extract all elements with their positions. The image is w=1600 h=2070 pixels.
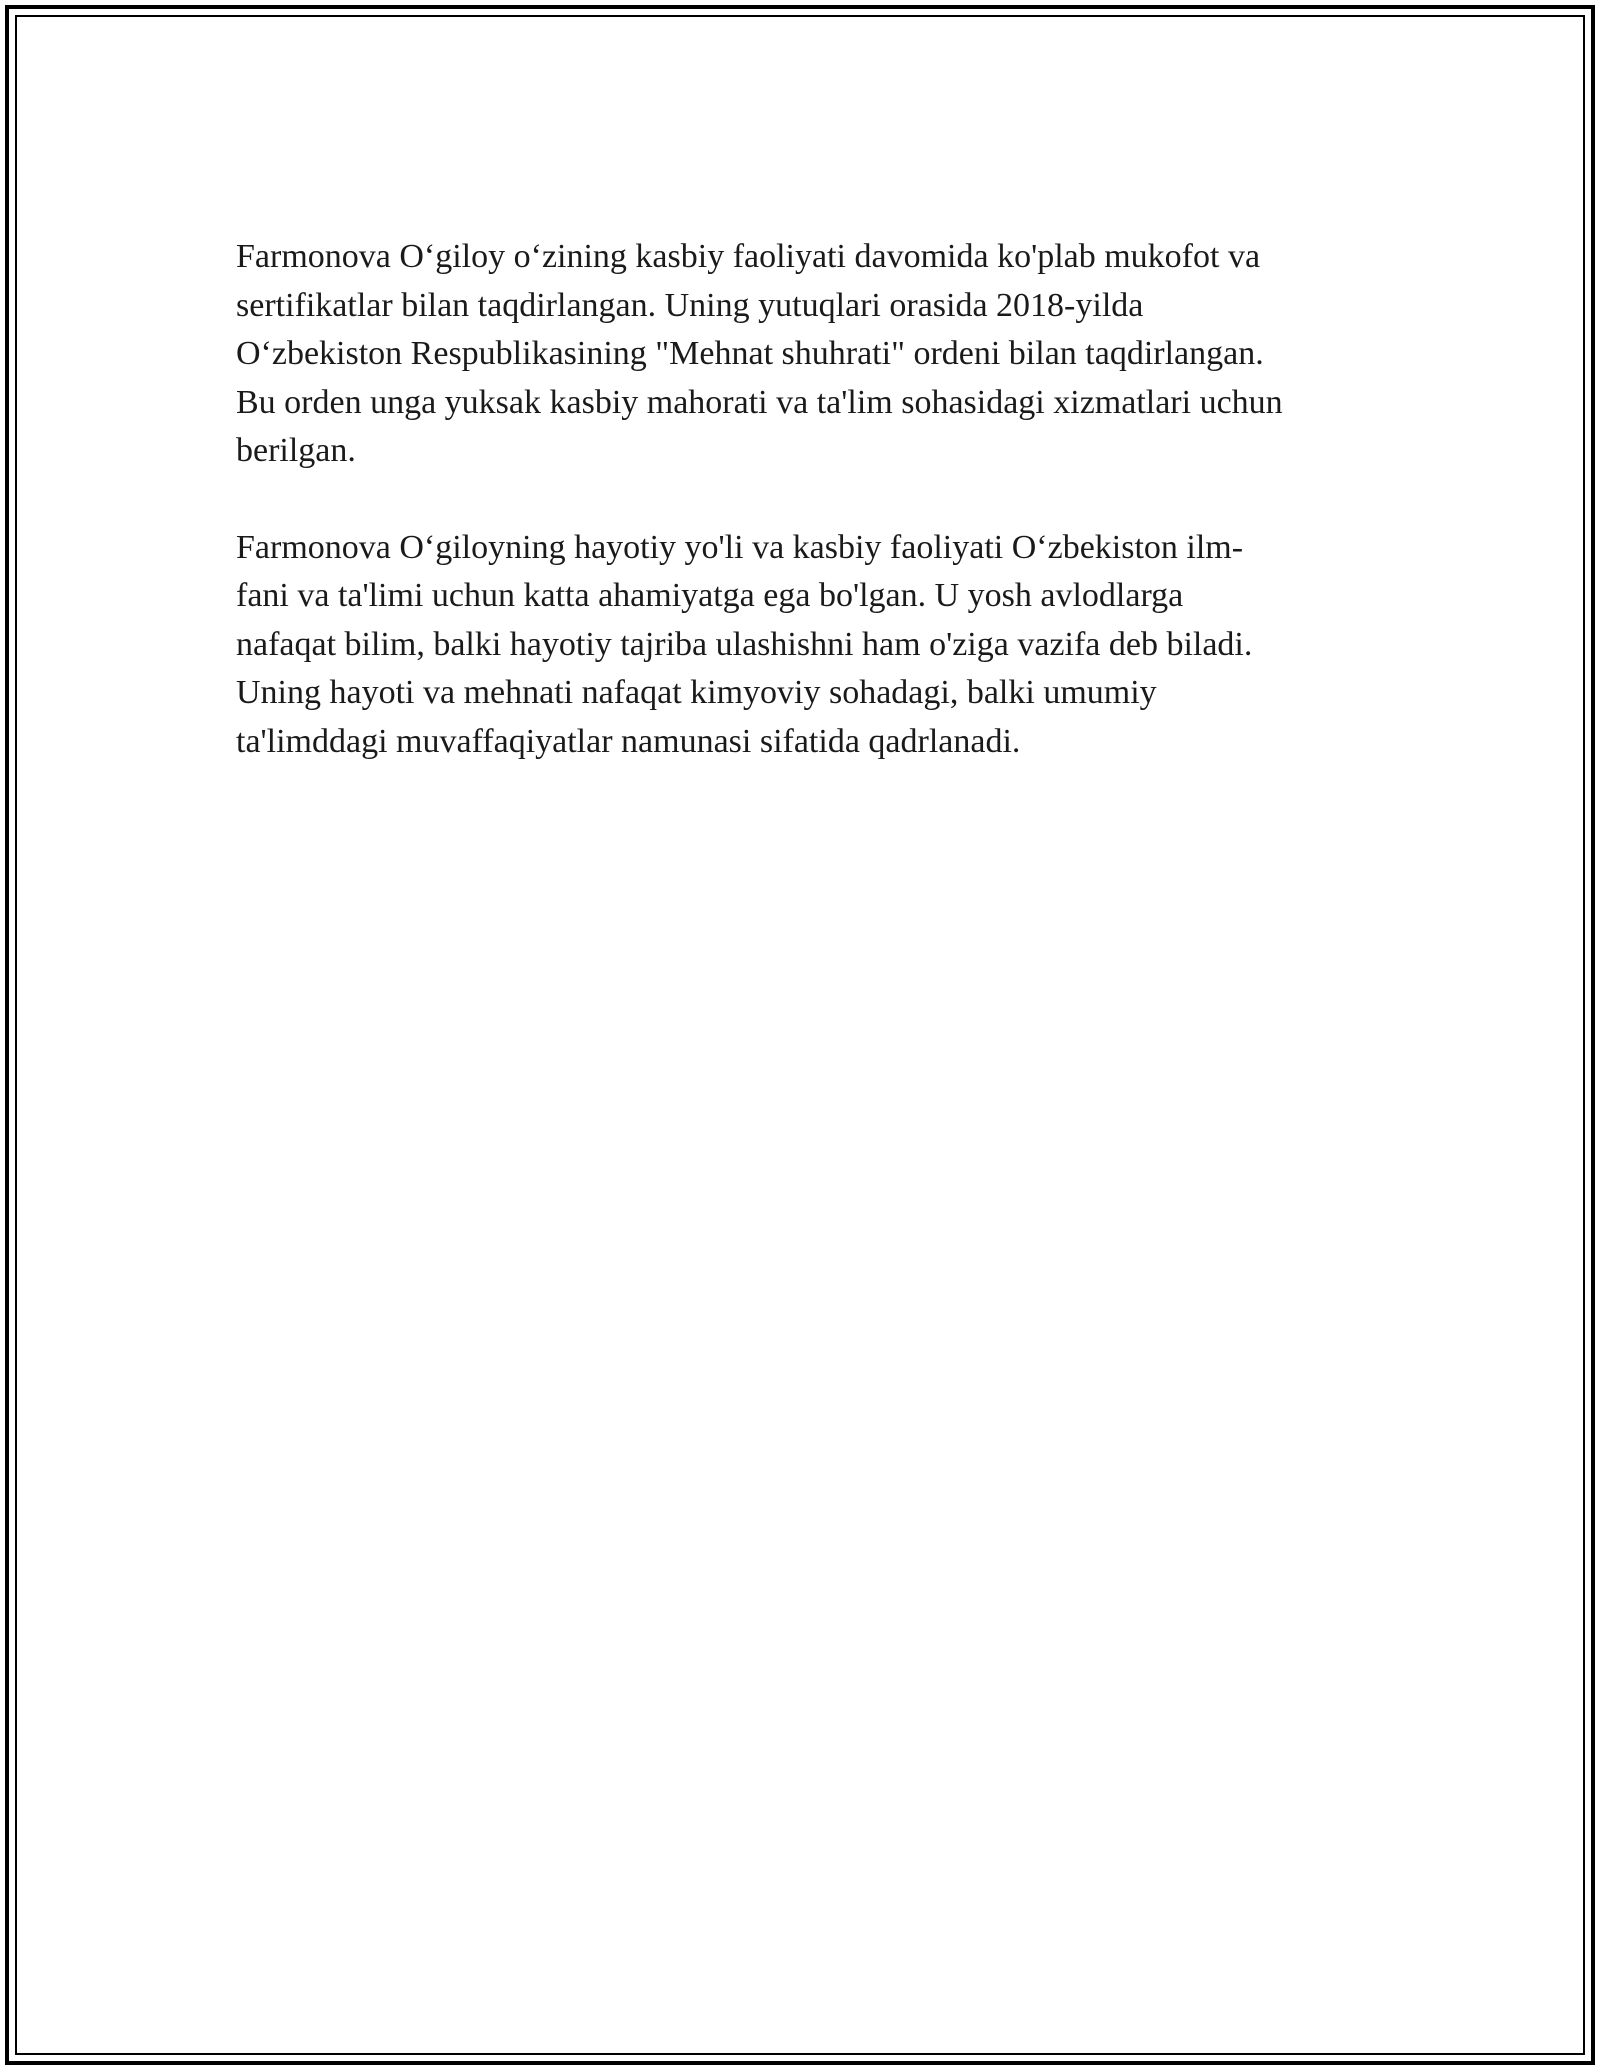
paragraph-career: Farmonova O‘giloyning hayotiy yo'li va kasbiy faoliyati O‘zbekiston ilm- fani va ta'limi uchun katta ahamiyatga ega bo'lgan. U yosh avlodlarga nafaqat bilim, balki hayotiy tajriba ulashishni ham o'ziga vazifa deb biladi. Uning hayoti va mehnati nafaqat kimyoviy sohadagi, balki umumiy ta'limddagi muvaffaqiyatlar namunasi sifatida qadrlanadi.: [236, 528, 1253, 760]
document-body: [236, 233, 1386, 766]
paragraph-awards: Farmonova O‘giloy o‘zining kasbiy faoliyati davomida ko'plab mukofot va sertifikatlar bilan taqdirlangan. Uning yutuqlari orasida 2018-yilda O‘zbekiston Respublikasining "Mehnat shuhrati" ordeni bilan taqdirlangan. Bu orden unga yuksak kasbiy mahorati va ta'lim sohasidagi xizmatlari uchun berilgan.: [236, 238, 1283, 469]
